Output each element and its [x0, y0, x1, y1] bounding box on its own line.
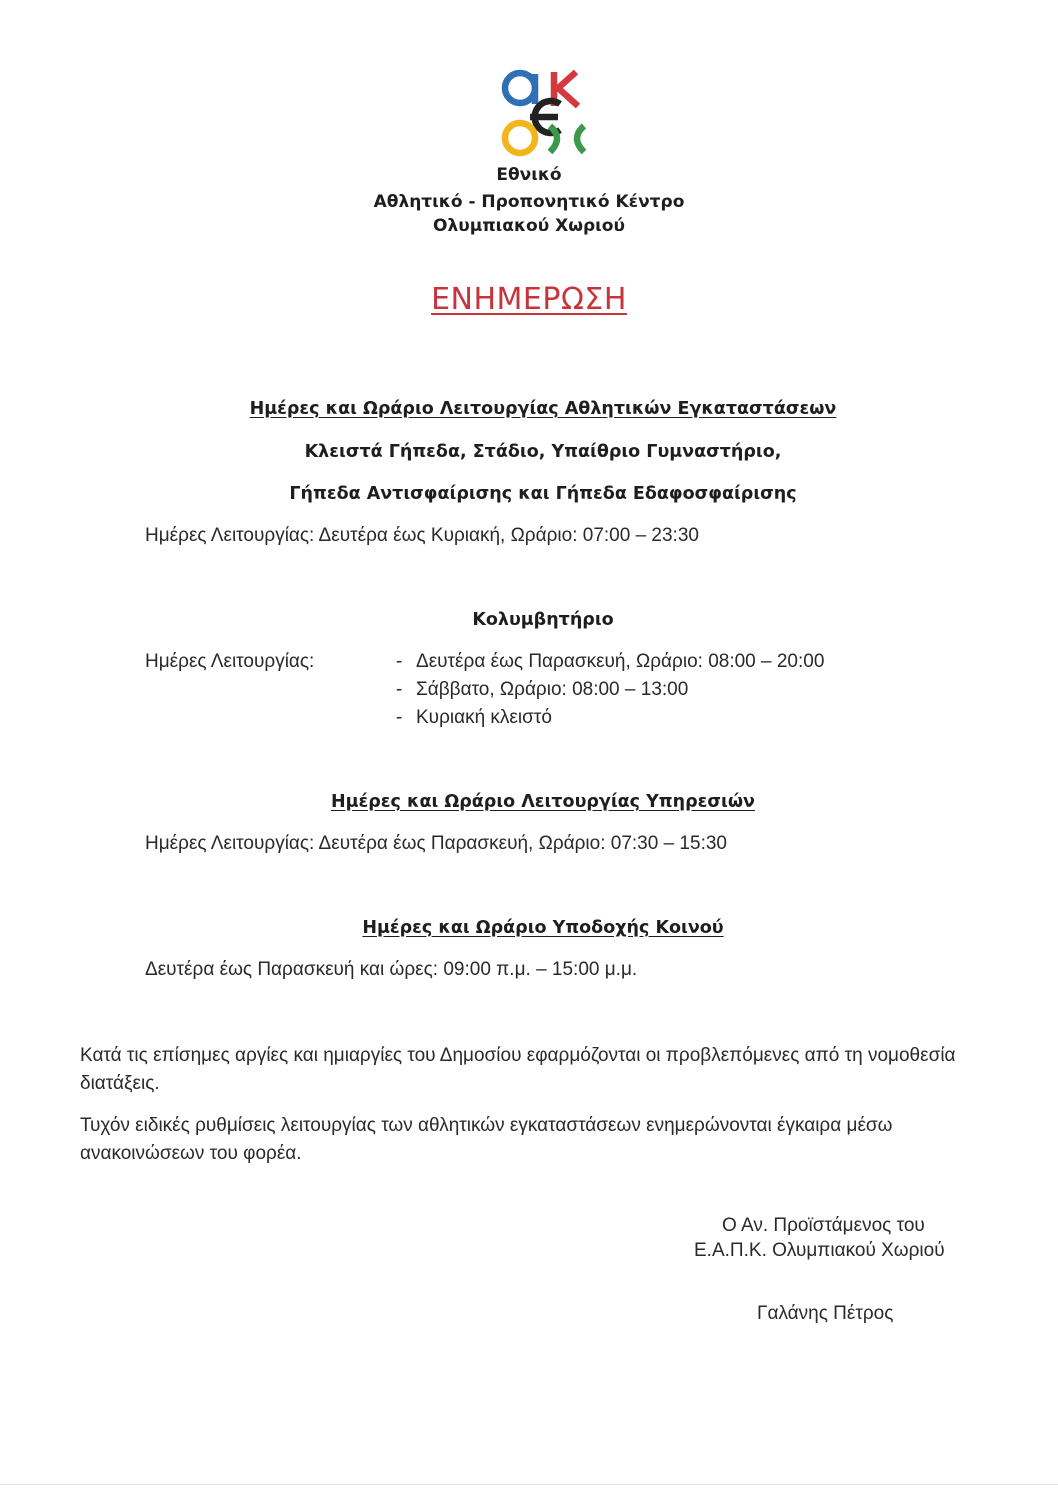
pool-item-text: Κυριακή κλειστό: [416, 707, 552, 728]
special-arrangements-note: Τυχόν ειδικές ρυθμίσεις λειτουργίας των αθλητικών εγκαταστάσεων ενημερώνονται έγκαιρα μέσω ανακοινώσεων του φορέα.: [80, 1115, 893, 1164]
signatory-role-line1: Ο Αν. Προϊστάμενος του: [722, 1215, 925, 1236]
logo-yellow-ring: [505, 123, 535, 153]
services-hours: Ημέρες Λειτουργίας: Δευτέρα έως Παρασκευή, Ωράριο: 07:30 – 15:30: [145, 833, 727, 854]
pool-item: - Κυριακή κλειστό: [396, 707, 552, 728]
org-name-line1: Εθνικό: [496, 165, 562, 185]
pool-item-text: Σάββατο, Ωράριο: 08:00 – 13:00: [416, 679, 689, 700]
reception-hours: Δευτέρα έως Παρασκευή και ώρες: 09:00 π.μ. – 15:00 μ.μ.: [145, 959, 638, 980]
facilities-subheading-2: Γήπεδα Αντισφαίρισης και Γήπεδα Εδαφοσφαίρισης: [289, 484, 797, 504]
reception-heading: Ημέρες και Ωράριο Υποδοχής Κοινού: [362, 918, 724, 938]
logo-blue-ring: [505, 73, 535, 103]
eapk-logo: [496, 66, 592, 162]
pool-label: Ημέρες Λειτουργίας:: [145, 651, 315, 672]
facilities-subheading-1: Κλειστά Γήπεδα, Στάδιο, Υπαίθριο Γυμναστήριο,: [304, 442, 782, 462]
services-heading: Ημέρες και Ωράριο Λειτουργίας Υπηρεσιών: [331, 792, 755, 812]
signatory-name: Γαλάνης Πέτρος: [757, 1303, 894, 1324]
facilities-heading: Ημέρες και Ωράριο Λειτουργίας Αθλητικών Εγκαταστάσεων: [249, 399, 837, 419]
signatory-role-line2: Ε.Α.Π.Κ. Ολυμπιακού Χωριού: [694, 1240, 945, 1261]
pool-item: - Δευτέρα έως Παρασκευή, Ωράριο: 08:00 – 20:00: [396, 651, 825, 672]
logo-green-x: [550, 126, 584, 152]
holidays-note: Κατά τις επίσημες αργίες και ημιαργίες του Δημοσίου εφαρμόζονται οι προβλεπόμενες από τη νομοθεσία διατάξεις.: [80, 1045, 956, 1094]
org-name-line3: Ολυμπιακού Χωριού: [433, 216, 625, 236]
facilities-hours: Ημέρες Λειτουργίας: Δευτέρα έως Κυριακή, Ωράριο: 07:00 – 23:30: [145, 525, 699, 546]
pool-heading: Κολυμβητήριο: [472, 610, 614, 630]
page-edge-line: [0, 1484, 1058, 1485]
pool-item: - Σάββατο, Ωράριο: 08:00 – 13:00: [396, 679, 689, 700]
logo-red-arm2: [558, 88, 578, 106]
org-name-line2: Αθλητικό - Προπονητικό Κέντρο: [373, 192, 685, 212]
pool-item-text: Δευτέρα έως Παρασκευή, Ωράριο: 08:00 – 20:00: [416, 651, 825, 672]
notice-title: ΕΝΗΜΕΡΩΣΗ: [431, 282, 627, 317]
